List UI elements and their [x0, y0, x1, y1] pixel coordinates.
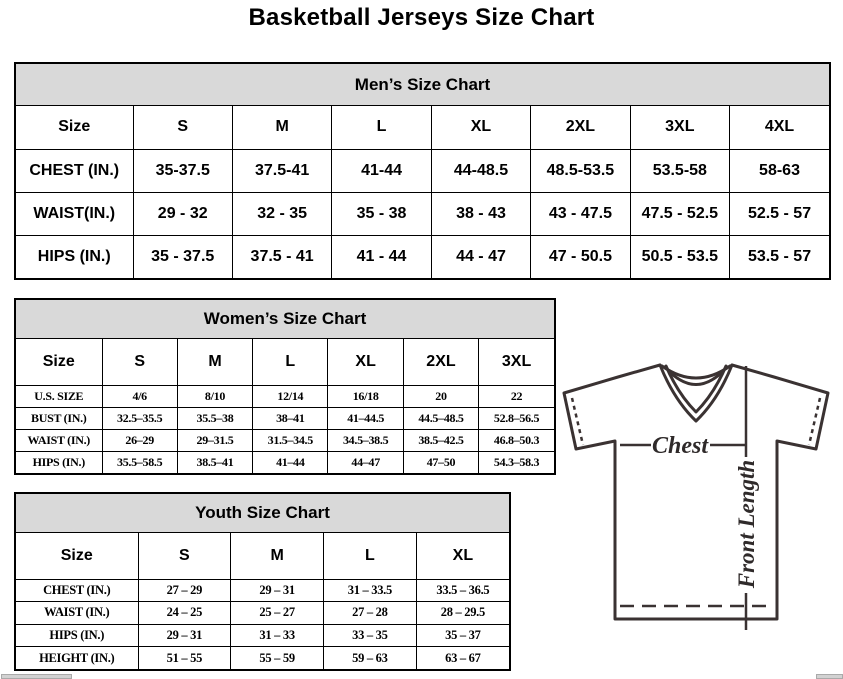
column-header: L — [332, 106, 431, 149]
data-cell: 31 – 33.5 — [324, 579, 417, 602]
column-header: 4XL — [730, 106, 829, 149]
data-cell: 46.8–50.3 — [479, 429, 554, 451]
column-header: 3XL — [479, 339, 554, 385]
column-header: 2XL — [403, 339, 478, 385]
table-row — [16, 192, 829, 235]
data-cell: 12/14 — [253, 385, 328, 407]
row-label: WAIST (IN.) — [16, 602, 138, 625]
youth-size-chart-title: Youth Size Chart — [16, 494, 509, 533]
column-header-row — [16, 106, 829, 149]
data-cell: 55 – 59 — [231, 647, 324, 670]
column-header: 3XL — [630, 106, 729, 149]
womens-size-chart — [14, 298, 556, 475]
data-cell: 43 - 47.5 — [531, 192, 630, 235]
data-cell: 41–44.5 — [328, 407, 403, 429]
data-cell: 53.5 - 57 — [730, 235, 829, 278]
scrollbar-fragment-left[interactable] — [1, 674, 72, 679]
row-label: BUST (IN.) — [16, 407, 102, 429]
data-cell: 34.5–38.5 — [328, 429, 403, 451]
data-cell: 41 - 44 — [332, 235, 431, 278]
table-row — [16, 451, 554, 473]
data-cell: 35-37.5 — [133, 149, 232, 192]
data-cell: 48.5-53.5 — [531, 149, 630, 192]
data-cell: 31 – 33 — [231, 624, 324, 647]
data-cell: 29 - 32 — [133, 192, 232, 235]
jersey-diagram-svg — [556, 356, 843, 672]
data-cell: 58-63 — [730, 149, 829, 192]
data-cell: 35 - 38 — [332, 192, 431, 235]
data-cell: 47.5 - 52.5 — [630, 192, 729, 235]
data-cell: 37.5-41 — [232, 149, 331, 192]
data-cell: 25 – 27 — [231, 602, 324, 625]
data-cell: 27 – 29 — [138, 579, 231, 602]
mens-size-table — [16, 106, 829, 278]
column-header: Size — [16, 106, 133, 149]
jersey-measurement-diagram — [556, 356, 843, 672]
row-label: HIPS (IN.) — [16, 235, 133, 278]
data-cell: 22 — [479, 385, 554, 407]
data-cell: 29 – 31 — [231, 579, 324, 602]
data-cell: 47–50 — [403, 451, 478, 473]
data-cell: 63 – 67 — [416, 647, 509, 670]
data-cell: 54.3–58.3 — [479, 451, 554, 473]
column-header: XL — [328, 339, 403, 385]
data-cell: 41–44 — [253, 451, 328, 473]
data-cell: 35.5–38 — [177, 407, 252, 429]
data-cell: 8/10 — [177, 385, 252, 407]
data-cell: 38–41 — [253, 407, 328, 429]
data-cell: 32 - 35 — [232, 192, 331, 235]
column-header: M — [177, 339, 252, 385]
mens-size-chart — [14, 62, 831, 280]
column-header: 2XL — [531, 106, 630, 149]
data-cell: 38.5–41 — [177, 451, 252, 473]
data-cell: 47 - 50.5 — [531, 235, 630, 278]
data-cell: 16/18 — [328, 385, 403, 407]
youth-size-chart — [14, 492, 511, 671]
data-cell: 51 – 55 — [138, 647, 231, 670]
row-label: U.S. SIZE — [16, 385, 102, 407]
table-row — [16, 647, 509, 670]
column-header-row — [16, 339, 554, 385]
data-cell: 35 - 37.5 — [133, 235, 232, 278]
data-cell: 20 — [403, 385, 478, 407]
table-row — [16, 235, 829, 278]
data-cell: 32.5–35.5 — [102, 407, 177, 429]
data-cell: 24 – 25 — [138, 602, 231, 625]
table-row — [16, 149, 829, 192]
table-row — [16, 407, 554, 429]
data-cell: 52.8–56.5 — [479, 407, 554, 429]
column-header: M — [232, 106, 331, 149]
data-cell: 44.5–48.5 — [403, 407, 478, 429]
mens-size-chart-title: Men’s Size Chart — [16, 64, 829, 106]
table-row — [16, 385, 554, 407]
womens-size-chart-title: Women’s Size Chart — [16, 300, 554, 339]
table-row — [16, 602, 509, 625]
data-cell: 59 – 63 — [324, 647, 417, 670]
row-label: HEIGHT (IN.) — [16, 647, 138, 670]
data-cell: 52.5 - 57 — [730, 192, 829, 235]
data-cell: 28 – 29.5 — [416, 602, 509, 625]
data-cell: 4/6 — [102, 385, 177, 407]
column-header-row — [16, 533, 509, 579]
data-cell: 50.5 - 53.5 — [630, 235, 729, 278]
data-cell: 44 - 47 — [431, 235, 530, 278]
data-cell: 53.5-58 — [630, 149, 729, 192]
row-label: WAIST(IN.) — [16, 192, 133, 235]
data-cell: 35.5–58.5 — [102, 451, 177, 473]
row-label: CHEST (IN.) — [16, 579, 138, 602]
column-header: S — [102, 339, 177, 385]
data-cell: 41-44 — [332, 149, 431, 192]
column-header: XL — [416, 533, 509, 579]
data-cell: 29–31.5 — [177, 429, 252, 451]
row-label: HIPS (IN.) — [16, 624, 138, 647]
row-label: CHEST (IN.) — [16, 149, 133, 192]
chest-label: Chest — [651, 433, 709, 459]
column-header: Size — [16, 339, 102, 385]
column-header: L — [324, 533, 417, 579]
column-header: M — [231, 533, 324, 579]
front-length-label: Front Length — [734, 459, 759, 589]
table-row — [16, 429, 554, 451]
youth-size-table — [16, 533, 509, 669]
page-title: Basketball Jerseys Size Chart — [248, 4, 595, 31]
data-cell: 26–29 — [102, 429, 177, 451]
data-cell: 31.5–34.5 — [253, 429, 328, 451]
row-label: HIPS (IN.) — [16, 451, 102, 473]
table-row — [16, 579, 509, 602]
scrollbar-fragment-right[interactable] — [816, 674, 843, 679]
data-cell: 38 - 43 — [431, 192, 530, 235]
column-header: L — [253, 339, 328, 385]
column-header: S — [138, 533, 231, 579]
data-cell: 27 – 28 — [324, 602, 417, 625]
data-cell: 44–47 — [328, 451, 403, 473]
jersey-outline — [564, 365, 828, 619]
table-row — [16, 624, 509, 647]
data-cell: 33 – 35 — [324, 624, 417, 647]
data-cell: 33.5 – 36.5 — [416, 579, 509, 602]
data-cell: 44-48.5 — [431, 149, 530, 192]
row-label: WAIST (IN.) — [16, 429, 102, 451]
data-cell: 38.5–42.5 — [403, 429, 478, 451]
data-cell: 29 – 31 — [138, 624, 231, 647]
womens-size-table — [16, 339, 554, 473]
column-header: Size — [16, 533, 138, 579]
data-cell: 35 – 37 — [416, 624, 509, 647]
column-header: S — [133, 106, 232, 149]
column-header: XL — [431, 106, 530, 149]
data-cell: 37.5 - 41 — [232, 235, 331, 278]
